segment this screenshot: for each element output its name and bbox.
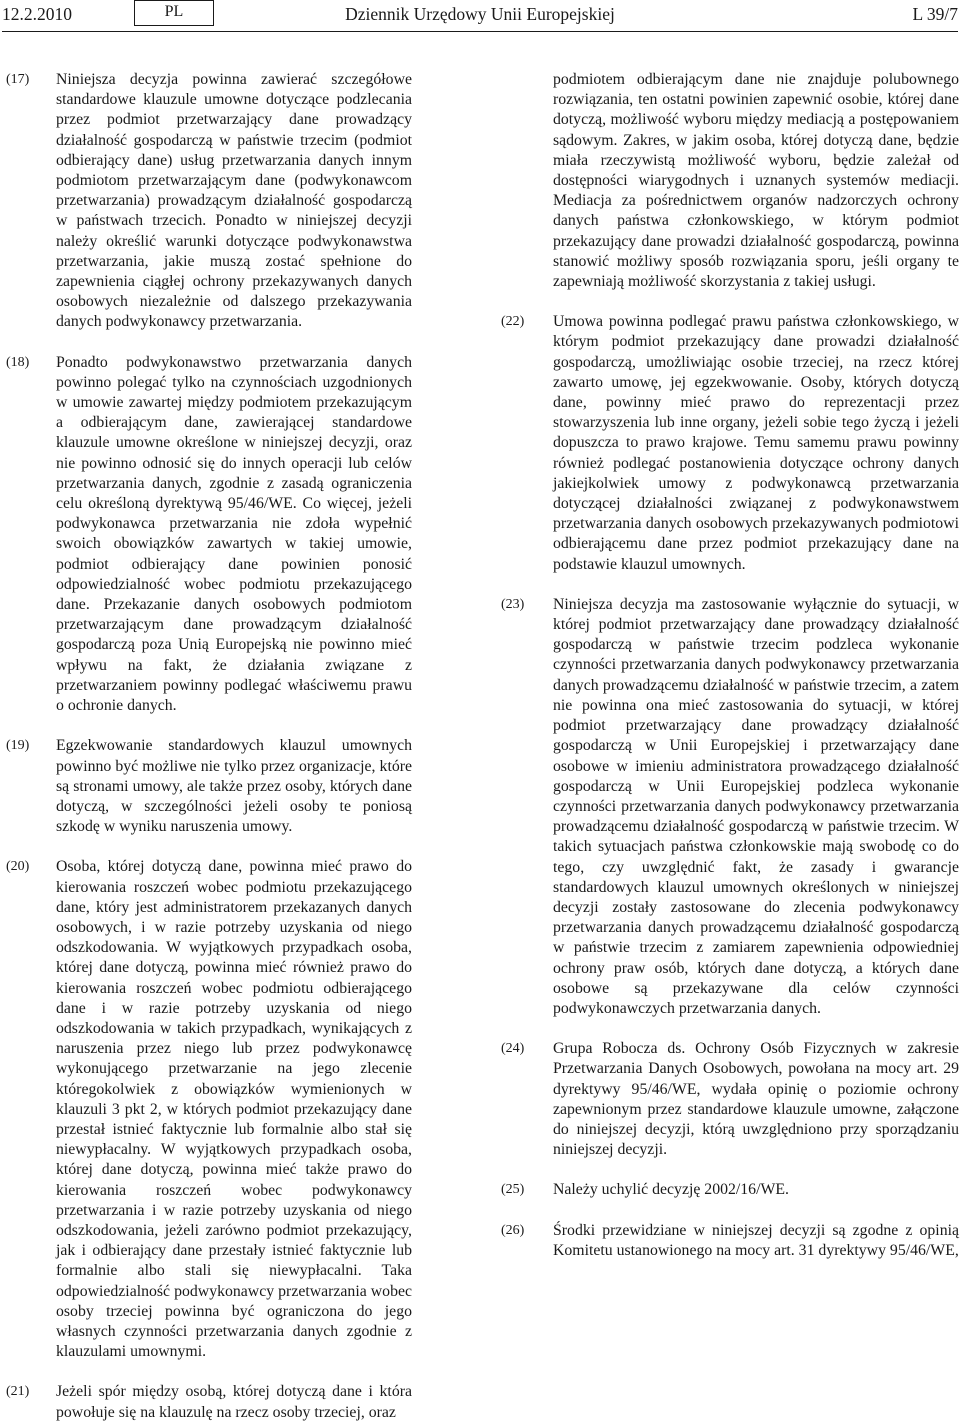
recital-text: Niniejsza decyzja powinna zawierać szczegółowe standardowe klauzule umowne dotyczące podzlecania przez podmiot przetwarzający dane prowadzący działalność gospodarczą w państwie trzecim (podmiot odbierający dane) usług przetwarzania danych innym podmiotom przetwarzającym dane (podwykonawcom przetwarzania) prowadzącym działalność gospodarczą w państwach trzecich. Ponadto w niniejszej decyzji należy określić warunki dotyczące podwykonawstwa przetwarzania, jakie muszą zostać spełnione do zapewnienia ciągłej ochrony przekazywanych danych osobowych niezależnie od dalszego przekazywania danych podwykonawcy przetwarzania. (56, 71, 412, 331)
recital-text: Osoba, której dotyczą dane, powinna mieć prawo do kierowania roszczeń wobec podmiotu przekazującego dane, który jest administratorem przekazanych danych osobowych, i w razie potrzeby uzyskania od niego odszkodowania. W wyjątkowych przypadkach osoba, której dane dotyczą, powinna mieć również prawo do kierowania roszczeń wobec podmiotu odbierającego dane i w razie potrzeby uzyskania od niego odszkodowania w takich przypadkach, wynikających z naruszenia przez niego lub przez podwykonawcę wykonującego przetwarzanie na jego zlecenie któregokolwiek z obowiązków wymienionych w klauzuli 3 pkt 2, w których podmiot przekazujący dane przestał istnieć faktycznie lub formalnie albo stał się niewypłacalny. W wyjątkowych przypadkach osoba, której dane dotyczą, powinna mieć także prawo do kierowania roszczeń wobec podwykonawcy przetwarzania i w razie potrzeby uzyskania od niego odszkodowania, jeżeli zarówno podmiot przekazujący, jak i odbierający dane przestały istnieć faktycznie lub formalnie albo stali się niewypłacalni. Taka odpowiedzialność podwykonawcy przetwarzania wobec osoby trzeciej powinna być ograniczona do jego własnych czynności przetwarzania danych zgodnie z klauzulami umownymi. (56, 858, 412, 1361)
left-column (6, 70, 412, 1423)
recital-25 (501, 1180, 959, 1200)
recital-number: (24) (501, 1041, 525, 1057)
page-header (0, 0, 960, 28)
recital-26 (501, 1221, 959, 1261)
recital-number: (22) (501, 314, 525, 330)
recital-number: (18) (6, 354, 30, 370)
recital-18 (6, 353, 412, 717)
recital-text: Grupa Robocza ds. Ochrony Osób Fizycznych w zakresie Przetwarzania Danych Osobowych, powołana na mocy art. 29 dyrektywy 95/46/WE, wydała opinię o poziomie ochrony zapewnionym przez standardowe klauzule umowne, załączone do niniejszej decyzji, którą uwzględniono przy sporządzaniu niniejszej decyzji. (553, 1040, 959, 1159)
recital-22 (501, 312, 959, 575)
right-column (501, 70, 959, 1261)
journal-title: Dziennik Urzędowy Unii Europejskiej (345, 4, 615, 24)
recital-text: Umowa powinna podlegać prawu państwa członkowskiego, w którym podmiot przekazujący dane prowadzi działalność gospodarczą, umożliwiając osobie trzeciej, na rzecz której zawarto umowę, jej egzekwowanie. Osoby, których dotyczą dane, powinny mieć prawo do reprezentacji przez stowarzyszenia lub inne organy, jeżeli sobie tego życzą i jeżeli dopuszcza to prawo krajowe. Temu samemu prawu powinny również podlegać postanowienia dotyczące ochrony danych jakiejkolwiek umowy z podwykonawcą przetwarzania dotyczącej działalności związanej z podwykonawstwem przetwarzania danych osobowych przekazywanych podmiotowi odbierającemu dane przez podmiot przekazujący dane na podstawie klauzul umownych. (553, 313, 959, 573)
recital-text: Należy uchylić decyzję 2002/16/WE. (553, 1181, 789, 1199)
recital-number: (17) (6, 72, 30, 87)
recital-24 (501, 1039, 959, 1160)
language-badge: PL (134, 0, 214, 26)
page-reference: L 39/7 (912, 4, 958, 24)
recital-number: (25) (501, 1182, 525, 1198)
recital-number: (20) (6, 859, 30, 875)
header-divider (2, 31, 958, 32)
publication-date: 12.2.2010 (2, 4, 72, 24)
recital-text: Środki przewidziane w niniejszej decyzji są zgodne z opinią Komitetu ustanowionego na mocy art. 31 dyrektywy 95/46/WE, (553, 1221, 959, 1259)
recital-number: (26) (501, 1222, 525, 1238)
recital-21 (6, 1382, 412, 1422)
recital-text: Niniejsza decyzja ma zastosowanie wyłącznie do sytuacji, w której podmiot przetwarzający dane prowadzący działalność gospodarczą w państwie trzecim podzleca wykonanie czynności przetwarzania danych podwykonawcy przetwarzania danych prowadzącemu działalność w państwie trzecim, a zatem nie powinna ona mieć zastosowania do sytuacji, w której podmiot przetwarzający dane prowadzący działalność gospodarczą w Unii Europejskiej i przetwarzający dane osobowe w imieniu administratora prowadzącego działalność gospodarczą w Unii Europejskiej podzleca wykonanie czynności przetwarzania danych podwykonawcy przetwarzania prowadzącemu działalność gospodarczą w państwie trzecim. W takich sytuacjach państwa członkowskie mają swobodę co do tego, czy uwzględnić fakt, że zasady i gwarancje standardowych klauzul umownych określonych w niniejszej decyzji zostały zastosowane do zlecenia podwykonawcy przetwarzania danych prowadzącemu działalność gospodarczą w państwie trzecim z zamiarem zapewnienia odpowiedniej ochrony praw osób, których dane dotyczą, a których dane osobowe są przekazywane dla celów czynności podwykonawczych przetwarzania danych. (553, 595, 959, 1017)
recital-23 (501, 595, 959, 1019)
recital-20 (6, 857, 412, 1362)
recital-text: Egzekwowanie standardowych klauzul umownych powinno być możliwe nie tylko przez organizacje, które są stronami umowy, ale także przez osoby, których dane dotyczą, w szczególności jeżeli osoby te poniosą szkodę w wyniku naruszenia umowy. (56, 737, 412, 836)
recital-17 (6, 70, 412, 333)
recital-21-continuation: podmiotem odbierającym dane nie znajduje polubownego rozwiązania, ten ostatni powinien zapewnić osobie, której dane dotyczą, możliwość wyboru między mediacją a postępowaniem sądowym. Zakres, w jakim osoba, której dotyczą dane, będzie miała rzeczywistą możliwość wyboru, będzie zależał od dostępności wiarygodnych i uznanych systemów mediacji. Mediacja za pośrednictwem organów nadzorczych ochrony danych państwa członkowskiego, w którym podmiot przekazujący dane prowadzi działalność gospodarczą, powinna stanowić możliwy sposób rozwiązania sporu, jeśli organy te zapewniają możliwość skorzystania z takiej usługi. (553, 71, 959, 291)
recital-number: (19) (6, 738, 30, 754)
recital-19 (6, 736, 412, 837)
recital-text: Jeżeli spór między osobą, której dotyczą dane i która powołuje się na klauzulę na rzecz osoby trzeciej, oraz (56, 1383, 412, 1421)
recital-number: (21) (6, 1384, 30, 1400)
recital-number: (23) (501, 596, 525, 612)
recital-text: Ponadto podwykonawstwo przetwarzania danych powinno polegać tylko na czynnościach uzgodnionych w umowie zawartej między podmiotem przekazującym a odbierającym dane, zawierającej standardowe klauzule umowne określone w niniejszej decyzji, oraz nie powinno odnosić się do innych operacji lub celów przetwarzania danych, zgodnie z zasadą ograniczenia celu określoną dyrektywą 95/46/WE. Co więcej, jeżeli podwykonawca przetwarzania nie zdoła wypełnić swoich obowiązków zawartych w takiej umowie, podmiot odbierający dane powinien ponosić odpowiedzialność wobec podmiotu przekazującego dane. Przekazanie danych osobowych podmiotom przetwarzającym dane prowadzącym działalność gospodarczą poza Unią Europejską nie powinno mieć wpływu na fakt, że działania związane z przetwarzaniem powinny podlegać właściwemu prawu o ochronie danych. (56, 353, 412, 715)
